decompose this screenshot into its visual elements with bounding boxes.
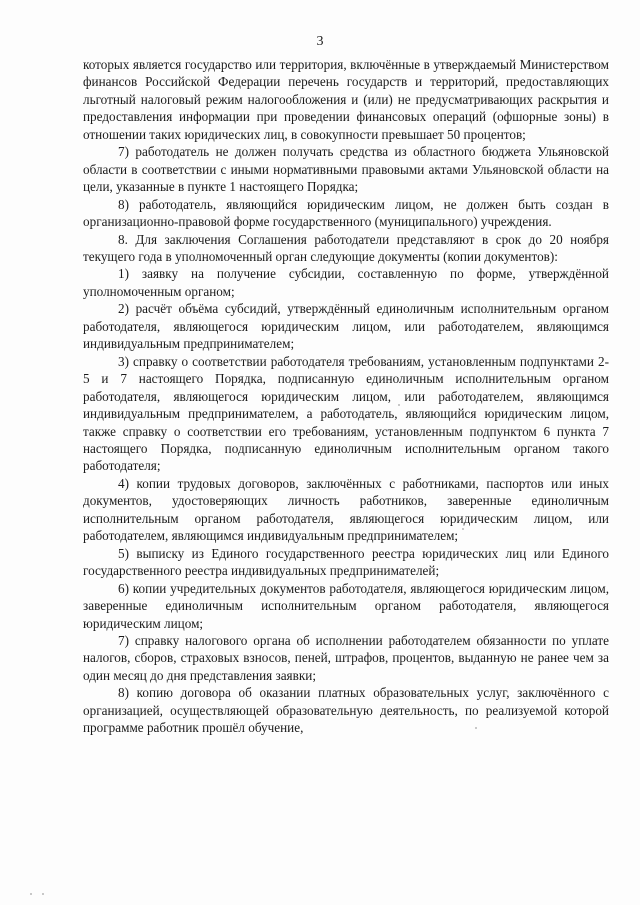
paragraph-doc-7: 7) справку налогового органа об исполнении работодателем обязанности по уплате налогов, сборов, страховых взносов, пеней, штрафов, процентов, выданную не ранее чем за один месяц до дня представления заявки; [83,632,609,683]
paragraph-section-8: 8. Для заключения Соглашения работодатели представляют в срок до 20 ноября текущего года в уполномоченный орган следующие документы (копии документов): [83,231,609,264]
page-number: 3 [316,34,324,49]
paragraph-doc-4: 4) копии трудовых договоров, заключённых с работниками, паспортов или иных документов, удостоверяющих личность работников, заверенные единоличным исполнительным органом работодателя, являющегося юридическим лицом, или работодателем, являющимся индивидуальным предпринимателем; [83,475,609,544]
paragraph-doc-6: 6) копии учредительных документов работодателя, являющегося юридическим лицом, заверенные единоличным исполнительным органом работодателя, являющегося юридическим лицом; [83,580,609,631]
scan-speck [398,404,400,406]
scan-speck [30,893,32,895]
scan-speck [475,727,477,729]
scan-speck [462,528,464,530]
paragraph-item-8: 8) работодатель, являющийся юридическим лицом, не должен быть создан в организационно-правовой форме государственного (муниципального) учреждения. [83,196,609,230]
document-body [83,56,609,737]
scan-speck [42,893,44,895]
paragraph-item-7: 7) работодатель не должен получать средства из областного бюджета Ульяновской области в соответствии с иными нормативными правовыми актами Ульяновской области на цели, указанные в пункте 1 настоящего Порядка; [83,144,609,195]
paragraph-doc-8: 8) копию договора об оказании платных образовательных услуг, заключённого с организацией, осуществляющей образовательную деятельность, по реализуемой которой программе работник прошёл обучение, [83,685,609,736]
paragraph-continuation: которых является государство или территория, включённые в утверждаемый Министерством финансов Российской Федерации перечень государств и территорий, предоставляющих льготный налоговый режим налогообложения и (или) не предусматривающих раскрытия и предоставления информации при проведении финансовых операций (офшорные зоны) в отношении таких юридических лиц, в совокупности превышает 50 процентов; [83,57,609,142]
paragraph-doc-2: 2) расчёт объёма субсидий, утверждённый единоличным исполнительным органом работодателя, являющегося юридическим лицом, или работодателем, являющимся индивидуальным предпринимателем; [83,301,609,352]
paragraph-doc-3: 3) справку о соответствии работодателя требованиям, установленным подпунктами 2-5 и 7 настоящего Порядка, подписанную единоличным исполнительным органом работодателя, являющегося юридическим лицом, или работодателем, являющимся индивидуальным предпринимателем, а работодатель, являющийся юридическим лицом, также справку о соответствии его требованиям, установленным подпунктом 6 пункта 7 настоящего Порядка, подписанную единоличным исполнительным органом такого работодателя; [83,353,609,474]
paragraph-doc-1: 1) заявку на получение субсидии, составленную по форме, утверждённой уполномоченным органом; [83,266,609,299]
paragraph-doc-5: 5) выписку из Единого государственного реестра юридических лиц или Единого государственного реестра индивидуальных предпринимателей; [83,545,609,579]
